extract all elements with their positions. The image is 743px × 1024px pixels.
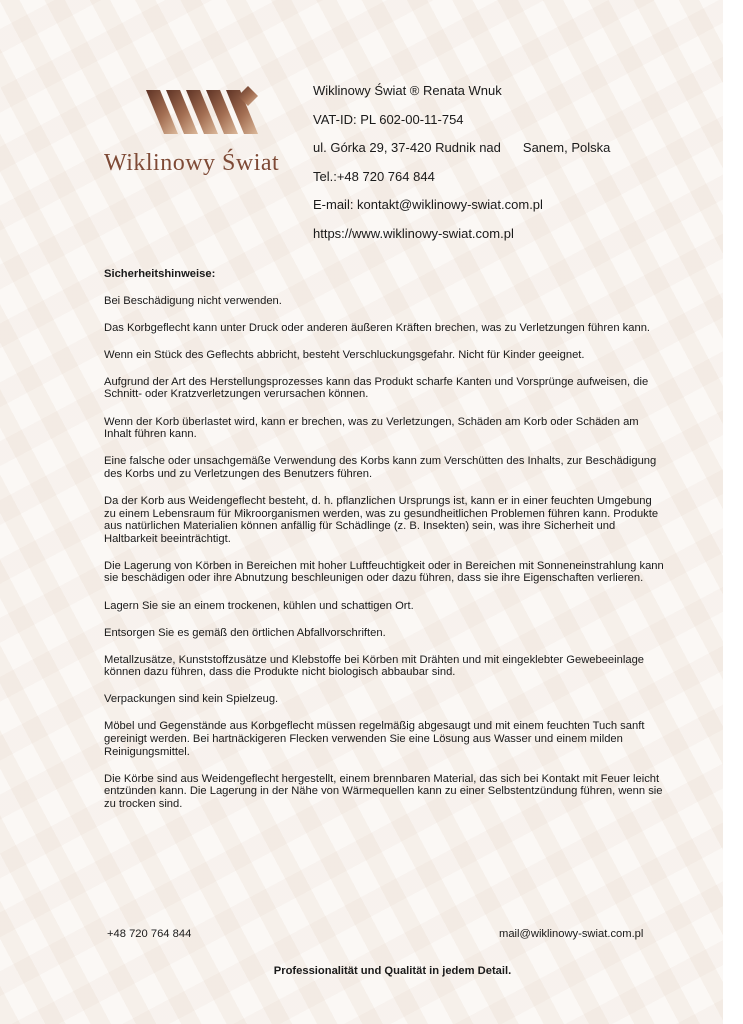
address: [313, 139, 713, 168]
address-country: Sanem, Polska: [522, 140, 611, 156]
paragraph: Bei Beschädigung nicht verwenden.: [104, 294, 282, 307]
paragraph: Wenn der Korb überlastet wird, kann er brechen, was zu Verletzungen, Schäden am Korb oder Schäden am Inhalt führen kann.: [104, 415, 639, 441]
paragraph: Eine falsche oder unsachgemäße Verwendung des Korbs kann zum Verschütten des Inhalts, zur Beschädigung des Korbs und zu Verletzungen des Benutzers führen.: [104, 455, 657, 480]
paragraph: Möbel und Gegenstände aus Korbgeflecht müssen regelmäßig abgesaugt und mit einem feuchten Tuch sanft gereinigt werden. Bei hartnäckigeren Flecken verwenden Sie eine Lösung aus Wasser und einem milden Reinigungsmittel.: [104, 720, 645, 758]
section-heading: Sicherheitshinweise:: [104, 268, 216, 280]
email: E-mail: kontakt@wiklinowy-swiat.com.pl: [313, 197, 543, 213]
footer-email: mail@wiklinowy-swiat.com.pl: [499, 928, 644, 940]
paragraph: Wenn ein Stück des Geflechts abbricht, besteht Verschluckungsgefahr. Nicht für Kinder geeignet.: [104, 348, 585, 361]
woven-stripes-logo-icon: [104, 84, 300, 148]
paragraph: Das Korbgeflecht kann unter Druck oder anderen äußeren Kräften brechen, was zu Verletzungen führen kann.: [104, 321, 651, 334]
paragraph: Lagern Sie sie an einem trockenen, kühlen und schattigen Ort.: [104, 599, 414, 612]
company-info: [313, 82, 713, 254]
phone: Tel.:+48 720 764 844: [313, 168, 435, 184]
paragraph: Entsorgen Sie es gemäß den örtlichen Abfallvorschriften.: [104, 626, 386, 639]
footer-phone: +48 720 764 844: [107, 928, 192, 940]
paragraph: Verpackungen sind kein Spielzeug.: [104, 693, 279, 706]
paragraph: Da der Korb aus Weidengeflecht besteht, d. h. pflanzlichen Ursprungs ist, kann er in einer feuchten Umgebung zu einem Lebensraum für Mikroorganismen werden, was zu gesundheitlichen Problemen führen kann. Produkte aus natürlichen Materialien können anfällig für Schädlinge (z. B. Insekten) sein, was ihre Sicherheit und Haltbarkeit beeinträchtigt.: [104, 494, 659, 545]
company-logo: [104, 84, 300, 184]
address-street: ul. Górka 29, 37-420 Rudnik nad: [313, 140, 501, 156]
paragraph: Aufgrund der Art des Herstellungsprozesses kann das Produkt scharfe Kanten und Vorsprünge aufweisen, die Schnitt- oder Kratzverletzungen verursachen können.: [104, 375, 649, 401]
company-name: Wiklinowy Świat ® Renata Wnuk: [313, 83, 502, 98]
website: https://www.wiklinowy-swiat.com.pl: [313, 225, 514, 241]
footer-tagline: Professionalität und Qualität in jedem Detail.: [273, 965, 512, 977]
page-margin: [723, 0, 743, 1024]
logo-wordmark: Wiklinowy Świat: [104, 150, 280, 176]
paragraph: Die Körbe sind aus Weidengeflecht hergestellt, einem brennbaren Material, das sich bei Kontakt mit Feuer leicht entzünden kann. Die Lagerung in der Nähe von Wärmequellen kann zu einer Selbstentzündung führen, wenn sie zu trocken sind.: [104, 772, 663, 810]
safety-notes: [104, 268, 664, 825]
paragraph: Metallzusätze, Kunststoffzusätze und Klebstoffe bei Körben mit Drähten und mit eingeklebter Gewebeeinlage können dazu führen, dass die Produkte nicht biologisch abbaubar sind.: [104, 653, 645, 679]
vat-id: VAT-ID: PL 602-00-11-754: [313, 111, 464, 127]
paragraph: Die Lagerung von Körben in Bereichen mit hoher Luftfeuchtigkeit oder in Bereichen mit Sonneneinstrahlung kann sie beschädigen oder ihre Abnutzung beschleunigen oder dazu führen, dass sie ihre Eigenschaften verlieren.: [104, 559, 664, 585]
